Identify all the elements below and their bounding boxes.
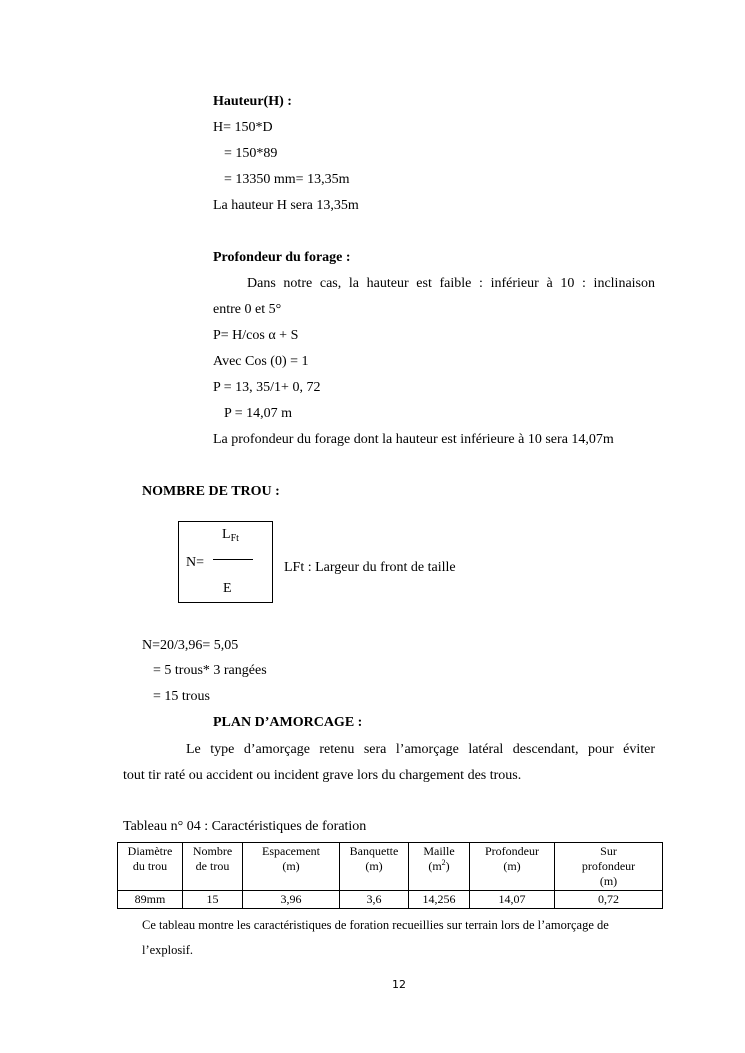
numerator-main: L (222, 527, 231, 542)
page-number: 12 (392, 978, 406, 991)
formula-numerator (222, 526, 239, 545)
header-espacement: Espacement (m) (243, 843, 340, 891)
cell-banquette: 3,6 (340, 891, 409, 909)
plan-paragraph-line2: tout tir raté ou accident ou incident grave lors du chargement des trous. (123, 768, 522, 783)
formula-box (178, 521, 273, 603)
nombre-trou-heading: NOMBRE DE TROU : (142, 484, 280, 499)
table-caption: Tableau n° 04 : Caractéristiques de foration (123, 819, 367, 834)
cell-maille: 14,256 (409, 891, 470, 909)
table-row (118, 891, 663, 909)
plan-paragraph-line1: Le type d’amorçage retenu sera l’amorçage latéral descendant, pour éviter (186, 742, 655, 757)
profondeur-result: P = 14,07 m (224, 406, 293, 421)
hauteur-line1: H= 150*D (213, 120, 273, 135)
fraction-line (213, 559, 253, 560)
profondeur-paragraph-line2: entre 0 et 5° (213, 302, 282, 317)
hauteur-line2: = 150*89 (224, 146, 278, 161)
profondeur-calc: P = 13, 35/1+ 0, 72 (213, 380, 321, 395)
header-banquette: Banquette (m) (340, 843, 409, 891)
header-profondeur: Profondeur (m) (470, 843, 555, 891)
formula-legend: LFt : Largeur du front de taille (284, 560, 456, 575)
header-diametre: Diamètre du trou (118, 843, 183, 891)
cell-profondeur: 14,07 (470, 891, 555, 909)
foration-table (117, 842, 663, 909)
header-sur-profondeur: Sur profondeur (m) (555, 843, 663, 891)
cell-espacement: 3,96 (243, 891, 340, 909)
profondeur-heading: Profondeur du forage : (213, 250, 351, 265)
profondeur-cos-note: Avec Cos (0) = 1 (213, 354, 309, 369)
header-nombre: Nombre de trou (183, 843, 243, 891)
profondeur-conclusion: La profondeur du forage dont la hauteur est inférieure à 10 sera 14,07m (213, 432, 614, 447)
formula-denominator: E (223, 581, 232, 596)
formula-lhs: N= (186, 555, 205, 570)
hauteur-line3: = 13350 mm= 13,35m (224, 172, 350, 187)
nombre-calc1: N=20/3,96= 5,05 (142, 638, 239, 653)
cell-sur-profondeur: 0,72 (555, 891, 663, 909)
hauteur-conclusion: La hauteur H sera 13,35m (213, 198, 359, 213)
table-note-line1: Ce tableau montre les caractéristiques de foration recueillies sur terrain lors de l’amorçage de (142, 918, 609, 932)
profondeur-formula: P= H/cos α + S (213, 328, 299, 343)
hauteur-heading: Hauteur(H) : (213, 94, 292, 109)
cell-nombre: 15 (183, 891, 243, 909)
header-maille: Maille $(m^2)$ (409, 843, 470, 891)
profondeur-paragraph-line1: Dans notre cas, la hauteur est faible : inférieur à 10 : inclinaison (247, 276, 655, 291)
numerator-subscript: Ft (230, 533, 239, 544)
plan-heading: PLAN D’AMORCAGE : (213, 715, 363, 730)
table-note-line2: l’explosif. (142, 943, 194, 957)
table-header-row (118, 843, 663, 891)
cell-diametre: 89mm (118, 891, 183, 909)
nombre-calc3: = 15 trous (153, 689, 210, 704)
nombre-calc2: = 5 trous* 3 rangées (153, 663, 267, 678)
